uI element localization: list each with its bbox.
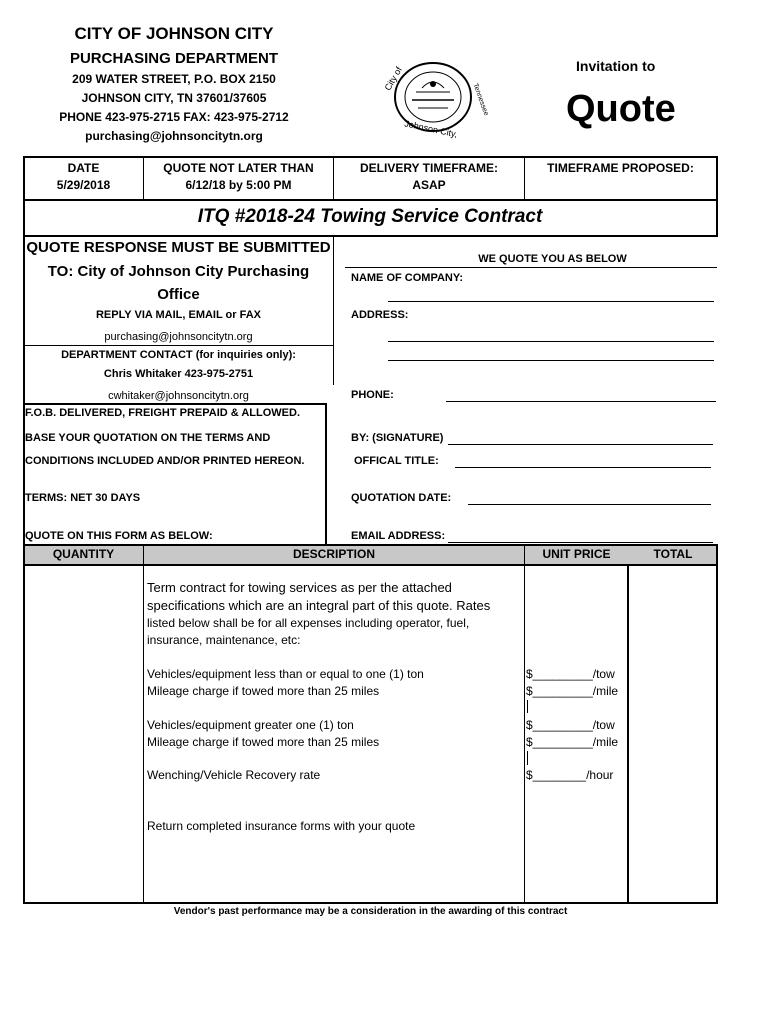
header-total: TOTAL <box>653 547 693 561</box>
vendor-performance-note: Vendor's past performance may be a consideration in the awarding of this contract <box>173 906 568 917</box>
phone-field[interactable] <box>446 401 716 402</box>
quotation-date-label: QUOTATION DATE: <box>351 492 452 504</box>
payment-terms: TERMS: NET 30 DAYS <box>25 492 141 504</box>
timeframe-proposed-label: TIMEFRAME PROPOSED: <box>547 161 694 175</box>
we-quote-heading: WE QUOTE YOU AS BELOW <box>478 253 627 265</box>
item-description: Vehicles/equipment greater one (1) ton <box>147 718 354 732</box>
contact-name: Chris Whitaker 423-975-2751 <box>103 368 254 380</box>
signature-label: BY: (SIGNATURE) <box>351 432 444 444</box>
email-address-label: EMAIL ADDRESS: <box>351 530 446 542</box>
address-line-1: 209 WATER STREET, P.O. BOX 2150 <box>72 72 276 86</box>
phone-label: PHONE: <box>351 389 394 401</box>
department-name: PURCHASING DEPARTMENT <box>69 50 279 67</box>
invitation-to: Invitation to <box>576 58 656 74</box>
svg-text:City of: City of <box>382 65 405 93</box>
item-price-field[interactable]: $________/hour <box>526 768 614 782</box>
delivery-label: DELIVERY TIMEFRAME: <box>359 161 498 175</box>
header-unit-price: UNIT PRICE <box>542 547 611 561</box>
submit-line-1: QUOTE RESPONSE MUST BE SUBMITTED <box>26 239 331 256</box>
purchasing-email: purchasing@johnsoncitytn.org <box>85 129 263 143</box>
header-description: DESCRIPTION <box>292 547 375 561</box>
date-value: 5/29/2018 <box>56 178 111 192</box>
header-quantity: QUANTITY <box>52 547 115 561</box>
item-price-field[interactable]: $_________/tow <box>526 667 615 681</box>
city-name: CITY OF JOHNSON CITY <box>74 24 274 43</box>
item-description: Wenching/Vehicle Recovery rate <box>147 768 321 782</box>
reply-methods: REPLY VIA MAIL, EMAIL or FAX <box>95 309 262 321</box>
itq-title: ITQ #2018-24 Towing Service Contract <box>197 206 543 227</box>
date-label: DATE <box>67 161 100 175</box>
item-description: Mileage charge if towed more than 25 miles <box>147 684 380 698</box>
fob-terms: F.O.B. DELIVERED, FREIGHT PREPAID & ALLOWED. <box>25 407 301 419</box>
address-field-2[interactable] <box>388 360 714 361</box>
deadline-value: 6/12/18 by 5:00 PM <box>185 178 292 192</box>
base-quotation-line-2: CONDITIONS INCLUDED AND/OR PRINTED HEREON. <box>25 455 305 467</box>
official-title-field[interactable] <box>455 467 711 468</box>
phone-fax: PHONE 423-975-2715 FAX: 423-975-2712 <box>59 110 289 124</box>
quote-heading: Quote <box>566 88 676 130</box>
item-description: Mileage charge if towed more than 25 miles <box>147 735 380 749</box>
quotation-date-field[interactable] <box>468 504 711 505</box>
deadline-label: QUOTE NOT LATER THAN <box>163 161 314 175</box>
item-price-field[interactable]: $_________/mile <box>526 735 619 749</box>
company-name-label: NAME OF COMPANY: <box>351 272 464 284</box>
item-price-field[interactable]: $_________/mile <box>526 684 619 698</box>
base-quotation-line-1: BASE YOUR QUOTATION ON THE TERMS AND <box>25 432 271 444</box>
contact-email: cwhitaker@johnsoncitytn.org <box>108 390 249 402</box>
purchasing-email-left: purchasing@johnsoncitytn.org <box>104 331 253 343</box>
delivery-value: ASAP <box>412 178 446 192</box>
item-price-field[interactable]: $_________/tow <box>526 718 615 732</box>
official-title-label: OFFICAL TITLE: <box>354 455 439 467</box>
email-address-field[interactable] <box>448 542 713 543</box>
address-label: ADDRESS: <box>351 309 409 321</box>
company-name-field[interactable] <box>388 301 714 302</box>
address-field-1[interactable] <box>388 341 714 342</box>
submit-line-3: Office <box>157 286 200 303</box>
description-intro-4: insurance, maintenance, etc: <box>147 633 301 647</box>
contact-label: DEPARTMENT CONTACT (for inquiries only): <box>61 349 296 361</box>
description-intro-1: Term contract for towing services as per the attached <box>147 580 452 595</box>
city-seal-logo <box>382 58 490 140</box>
address-line-2: JOHNSON CITY, TN 37601/37605 <box>81 91 267 105</box>
quote-form-note: QUOTE ON THIS FORM AS BELOW: <box>25 530 213 542</box>
submit-line-2: TO: City of Johnson City Purchasing <box>47 263 310 280</box>
item-description: Vehicles/equipment less than or equal to one (1) ton <box>147 667 424 681</box>
svg-text:Tennessee: Tennessee <box>471 82 490 117</box>
description-intro-2: specifications which are an integral part of this quote. Rates <box>147 598 491 613</box>
insurance-note: Return completed insurance forms with your quote <box>147 819 416 833</box>
svg-text:Johnson City,: Johnson City, <box>403 118 459 140</box>
signature-field[interactable] <box>448 444 713 445</box>
description-intro-3: listed below shall be for all expenses including operator, fuel, <box>147 616 470 630</box>
